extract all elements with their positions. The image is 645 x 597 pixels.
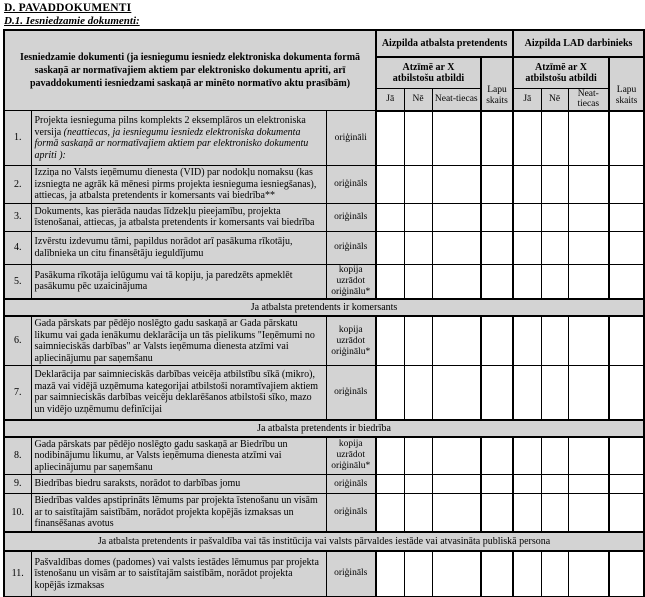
document-titles [0,0,645,27]
lad-na-cell [568,494,609,532]
applicant-no-cell [404,316,432,366]
table-row [4,494,644,532]
lad-pages-cell [609,166,644,204]
table-row [4,264,644,299]
doctype-cell: oriģināls [326,166,376,204]
applicant-pages-cell [481,316,513,366]
doctype-cell: kopija uzrādot oriģinālu* [326,437,376,475]
applicant-pages-cell [481,437,513,475]
documents-table [3,29,645,597]
section-label: Ja atbalsta pretendents ir pašvaldība vai tās institūcija vai valsts pārvaldes iestāde vai atvasināta publiskā persona [4,532,644,551]
applicant-yes-cell [376,203,404,231]
row-description: Dokuments, kas pierāda naudas līdzekļu pieejamību, projekta īstenošanai, attiecas, ja atbalsta pretendents ir komersants vai biedrība [31,203,326,231]
row-number: 9. [4,475,31,494]
section-title: D. PAVADDOKUMENTI [4,2,132,14]
lad-no-cell [541,166,568,204]
lad-na-cell [568,231,609,264]
applicant-na-cell [432,475,481,494]
row-number: 8. [4,437,31,475]
applicant-yes-cell [376,551,404,597]
section-label: Ja atbalsta pretendents ir komersants [4,299,644,316]
applicant-yes-cell [376,111,404,166]
table-row [4,203,644,231]
lad-yes-cell [513,551,541,597]
applicant-na-cell [432,551,481,597]
row-number: 11. [4,551,31,597]
applicant-no-cell [404,475,432,494]
lad-pages-cell [609,475,644,494]
applicant-yes-cell [376,166,404,204]
lad-yes-cell [513,231,541,264]
row-description: Izvērstu izdevumu tāmi, papildus norādot arī pasākuma rīkotāju, dalībnieka un citu finansētāju ieguldījumu [31,231,326,264]
applicant-no-cell [404,203,432,231]
doctype-cell: oriģināls [326,475,376,494]
lad-no-cell [541,231,568,264]
applicant-na-cell [432,203,481,231]
lad-pages-cell [609,366,644,420]
doctype-cell: oriģināls [326,551,376,597]
header-no-applicant: Nē [404,88,432,111]
section-row-komersants [4,299,644,316]
applicant-yes-cell [376,494,404,532]
lad-yes-cell [513,366,541,420]
header-pages-applicant: Lapu skaits [481,57,513,111]
row-description: Gada pārskats par pēdējo noslēgto gadu saskaņā ar Biedrību un nodibinājumu likumu, ar Valsts ieņēmuma dienesta atzīmi vai apliecinājumu par saņemšanu [31,437,326,475]
header-applicant-group: Aizpilda atbalsta pretendents [376,30,513,57]
lad-pages-cell [609,231,644,264]
applicant-pages-cell [481,111,513,166]
lad-no-cell [541,203,568,231]
lad-yes-cell [513,475,541,494]
table-row [4,166,644,204]
doctype-cell: oriģināls [326,231,376,264]
lad-pages-cell [609,316,644,366]
lad-na-cell [568,551,609,597]
row-number: 10. [4,494,31,532]
header-markx-applicant: Atzīmē ar X atbilstošu atbildi [376,57,481,88]
table-row [4,475,644,494]
doctype-cell: kopija uzrādot oriģinālu* [326,264,376,299]
lad-na-cell [568,366,609,420]
applicant-yes-cell [376,316,404,366]
applicant-na-cell [432,264,481,299]
row-description: Projekta iesnieguma pilns komplekts 2 eksemplāros un elektroniska versija (neattiecas, ja iesniegumu iesniedz elektroniska dokumenta formā saskaņā ar normatīvajiem aktiem par elektronisko dokumentu apriti ): [31,111,326,166]
lad-pages-cell [609,437,644,475]
row-number: 4. [4,231,31,264]
applicant-na-cell [432,437,481,475]
lad-pages-cell [609,551,644,597]
header-yes-applicant: Jā [376,88,404,111]
applicant-no-cell [404,551,432,597]
table-row [4,437,644,475]
header-no-lad: Nē [541,88,568,111]
lad-na-cell [568,203,609,231]
applicant-yes-cell [376,231,404,264]
applicant-no-cell [404,494,432,532]
row-description: Izziņa no Valsts ieņēmumu dienesta (VID) par nodokļu nomaksu (kas izsniegta ne agrāk kā mēnesi pirms projekta iesnieguma iesniegšanas), attiecas, ja atbalsta pretendents ir komersants vai biedrība** [31,166,326,204]
lad-yes-cell [513,316,541,366]
applicant-pages-cell [481,203,513,231]
row-number: 7. [4,366,31,420]
lad-na-cell [568,166,609,204]
row-number: 1. [4,111,31,166]
row-number: 5. [4,264,31,299]
section-label: Ja atbalsta pretendents ir biedrība [4,420,644,437]
doctype-cell: oriģināli [326,111,376,166]
applicant-pages-cell [481,366,513,420]
row-description: Pašvaldības domes (padomes) vai valsts iestādes lēmumus par projekta īstenošanu un visām ar to saistītajām saistībām, norādot projekta kopējās izmaksas [31,551,326,597]
section-row-biedriba [4,420,644,437]
table-row [4,231,644,264]
lad-no-cell [541,494,568,532]
lad-yes-cell [513,166,541,204]
doctype-cell: oriģināls [326,366,376,420]
row-number: 2. [4,166,31,204]
lad-yes-cell [513,203,541,231]
lad-yes-cell [513,264,541,299]
applicant-yes-cell [376,475,404,494]
row-number: 6. [4,316,31,366]
lad-na-cell [568,264,609,299]
applicant-yes-cell [376,264,404,299]
table-row [4,111,644,166]
row-description: Gada pārskats par pēdējo noslēgto gadu saskaņā ar Gada pārskatu likumu vai gada ienākumu deklarācija un tās pielikums "Ieņēmumi no saimnieciskās darbības" ar Valsts ieņēmuma dienesta atzīmi vai apliecinājumu par saņemšanu [31,316,326,366]
lad-no-cell [541,111,568,166]
row-description: Biedrības biedru saraksts, norādot to darbības jomu [31,475,326,494]
applicant-na-cell [432,494,481,532]
header-pages-lad: Lapu skaits [609,57,644,111]
lad-yes-cell [513,111,541,166]
applicant-pages-cell [481,264,513,299]
row-description: Deklarācija par saimnieciskās darbības veicēja atbilstību sīkā (mikro), mazā vai vidējā uzņēmuma kategorijai atbilstoši noramtīvajiem aktiem par saimnieciskās darbības veicēju deklarēšanos atbilstoši sīko, mazo un vidējo uzņēmumu definīcijai [31,366,326,420]
lad-pages-cell [609,494,644,532]
subsection-title: D.1. Iesniedzamie dokumenti: [4,15,140,27]
main-header-cell: Iesniedzamie dokumenti (ja iesniegumu iesniedz elektroniska dokumenta formā saskaņā ar normatīvajiem aktiem par elektronisko dokumentu apriti, arī pavaddokumenti iesniedzami saskaņā ar minēto normatīvo aktu prasībām) [4,30,376,111]
doctype-cell: kopija uzrādot oriģinālu* [326,316,376,366]
row-description: Pasākuma rīkotāja ielūgumu vai tā kopiju, ja paredzēts apmeklēt pasākumu pēc uzaicinājuma [31,264,326,299]
applicant-no-cell [404,166,432,204]
applicant-pages-cell [481,551,513,597]
header-row-groups [4,30,644,57]
header-lad-group: Aizpilda LAD darbinieks [513,30,644,57]
table-row [4,551,644,597]
lad-na-cell [568,316,609,366]
applicant-pages-cell [481,494,513,532]
applicant-yes-cell [376,366,404,420]
lad-pages-cell [609,203,644,231]
table-row [4,366,644,420]
header-na-lad: Neat-tiecas [568,88,609,111]
lad-na-cell [568,437,609,475]
row-number: 3. [4,203,31,231]
applicant-pages-cell [481,166,513,204]
lad-pages-cell [609,111,644,166]
applicant-na-cell [432,166,481,204]
applicant-na-cell [432,316,481,366]
lad-no-cell [541,316,568,366]
header-markx-lad: Atzīmē ar X atbilstošu atbildi [513,57,609,88]
header-yes-lad: Jā [513,88,541,111]
applicant-na-cell [432,231,481,264]
lad-yes-cell [513,437,541,475]
lad-no-cell [541,475,568,494]
lad-no-cell [541,551,568,597]
lad-yes-cell [513,494,541,532]
section-row-pasvaldiba [4,532,644,551]
lad-no-cell [541,437,568,475]
lad-na-cell [568,475,609,494]
applicant-no-cell [404,437,432,475]
table-row [4,316,644,366]
applicant-pages-cell [481,475,513,494]
applicant-no-cell [404,366,432,420]
applicant-no-cell [404,264,432,299]
doctype-cell: oriģināls [326,203,376,231]
applicant-pages-cell [481,231,513,264]
applicant-na-cell [432,111,481,166]
row-description: Biedrības valdes apstiprināts lēmums par projekta īstenošanu un visām ar to saistītajām saistībām, norādot projekta kopējās izmaksas un finansēšanas avotus [31,494,326,532]
applicant-no-cell [404,231,432,264]
header-na-applicant: Neat-tiecas [432,88,481,111]
applicant-yes-cell [376,437,404,475]
lad-no-cell [541,264,568,299]
lad-na-cell [568,111,609,166]
lad-no-cell [541,366,568,420]
doctype-cell: oriģināls [326,494,376,532]
lad-pages-cell [609,264,644,299]
applicant-no-cell [404,111,432,166]
applicant-na-cell [432,366,481,420]
